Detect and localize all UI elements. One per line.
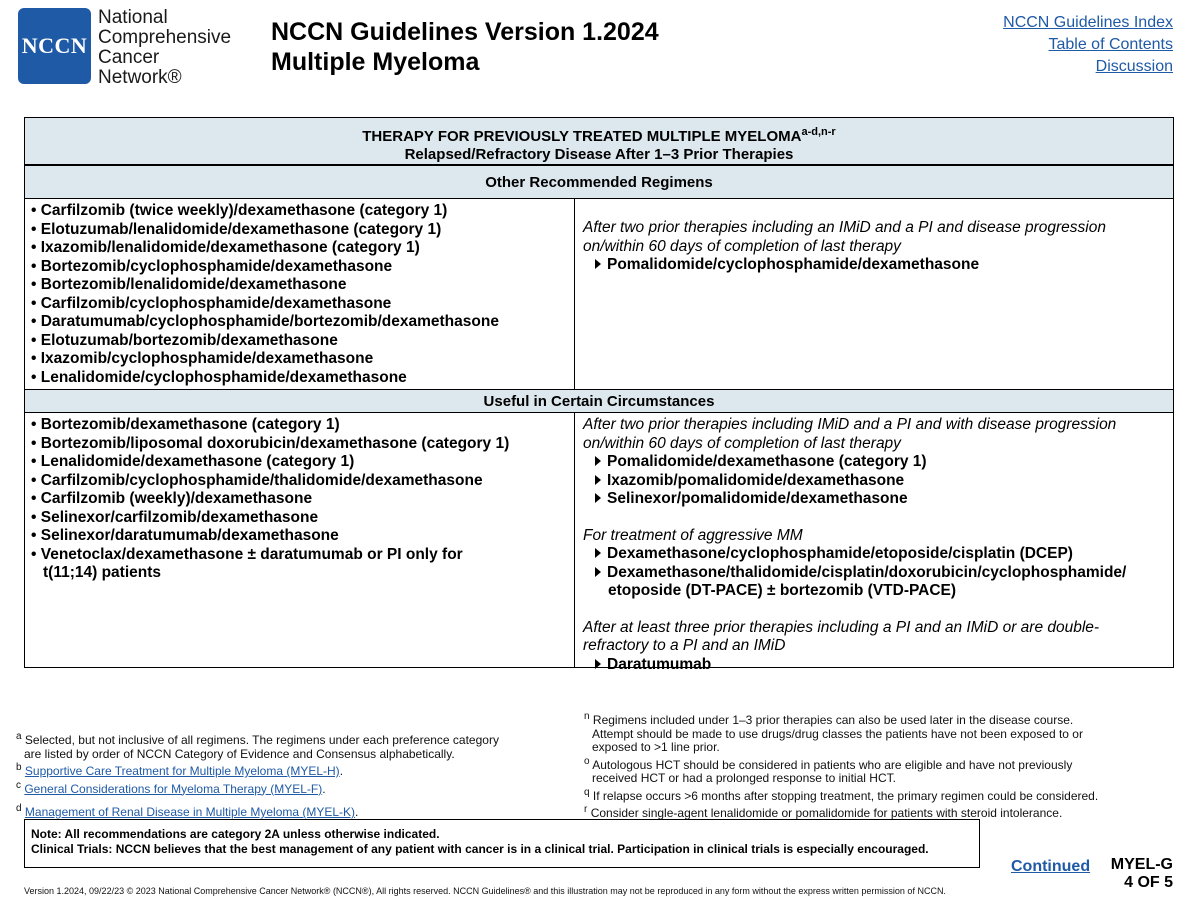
useful-circumstances-conditions: After two prior therapies including IMiD and a PI and with disease progression on/within 60 days of completion of last therapy Pomalidomide/dexamethasone (category 1) Ixazomib/pomalidomide/dexamethasone Selinexor/pomalidomide/dexamethasone For treatment of aggressive MM Dexamethasone/cyclophosphamide/etoposide/cisplatin (DCEP) Dexamethasone/thalidomide/cisplatin/doxorubicin/cyclophosphamide/ etoposide (DT-PACE) ± bortezomib (VTD-PACE) After at least three prior therapies including a PI and an IMiD or are double- refractory to a PI and an IMiD Daratumumab <box>575 416 1173 674</box>
list-item: Selinexor/pomalidomide/dexamethasone <box>583 490 1173 509</box>
triangle-bullet-icon <box>595 659 601 669</box>
list-item: • Bortezomib/liposomal doxorubicin/dexamethasone (category 1) <box>31 434 510 452</box>
triangle-bullet-icon <box>595 493 601 503</box>
list-item-continuation: etoposide (DT-PACE) ± bortezomib (VTD-PACE) <box>608 582 957 599</box>
list-item: • Lenalidomide/dexamethasone (category 1) <box>31 453 355 470</box>
list-item: • Selinexor/daratumumab/dexamethasone <box>31 527 339 544</box>
list-item: • Bortezomib/lenalidomide/dexamethasone <box>31 276 347 293</box>
table-heading: THERAPY FOR PREVIOUSLY TREATED MULTIPLE MYELOMA$^{a-d,n-r}$ Relapsed/Refractory Disease After 1–3 Prior Therapies <box>25 118 1173 165</box>
guideline-version: NCCN Guidelines Version 1.2024 <box>271 18 659 46</box>
list-item: Daratumumab <box>583 656 1173 675</box>
footnote-a: $^a$ Selected, but not inclusive of all regimens. The regimens under each preference category <box>16 731 499 747</box>
footnote-r: $^r$ Consider single-agent lenalidomide or pomalidomide for patients with steroid intolerance. <box>584 804 1063 820</box>
footnote-c: $^c$ General Considerations for Myeloma Therapy (MYEL-F). <box>16 779 326 796</box>
header-links <box>1003 12 1173 78</box>
list-item: Pomalidomide/cyclophosphamide/dexamethasone <box>583 256 1173 275</box>
list-item: • Selinexor/carfilzomib/dexamethasone <box>31 508 319 526</box>
list-item: Ixazomib/pomalidomide/dexamethasone <box>583 472 1173 491</box>
list-item: • Carfilzomib/cyclophosphamide/dexamethasone <box>31 294 392 312</box>
nccn-logo <box>18 8 91 84</box>
guidelines-index-link[interactable]: NCCN Guidelines Index <box>1003 14 1173 31</box>
triangle-bullet-icon <box>595 475 601 485</box>
organization-name: National Comprehensive Cancer Network® <box>98 7 232 88</box>
triangle-bullet-icon <box>595 259 601 269</box>
note-box <box>24 819 980 868</box>
other-recommended-list <box>25 202 574 387</box>
page-title <box>271 17 659 77</box>
footnote-q: $^q$ If relapse occurs >6 months after stopping treatment, the primary regimen could be considered. <box>584 786 1099 803</box>
triangle-bullet-icon <box>595 456 601 466</box>
footnotes-left: $^a$ Selected, but not inclusive of all regimens. The regimens under each preference category are listed by order of NCCN Category of Evidence and Consensus alphabetically. $^b$ Supportive Care Treatment for Multiple Myeloma (MYEL-H). $^c$ General Considerations for Myeloma Therapy (MYEL-F). $^d$ Management of Renal Disease in Multiple Myeloma (MYEL-K). <box>16 731 499 819</box>
page-identifier: MYEL-G 4 OF 5 <box>1110 856 1173 891</box>
continued-link[interactable]: Continued <box>1011 858 1091 875</box>
list-item: • Ixazomib/cyclophosphamide/dexamethasone <box>31 350 374 367</box>
list-item: • Elotuzumab/lenalidomide/dexamethasone (category 1) <box>31 220 442 238</box>
list-item: • Carfilzomib (twice weekly)/dexamethasone (category 1) <box>31 202 448 219</box>
supportive-care-link[interactable]: Supportive Care Treatment for Multiple Myeloma (MYEL-H) <box>24 764 340 778</box>
list-item: • Carfilzomib/cyclophosphamide/thalidomide/dexamethasone <box>31 471 483 489</box>
footnote-b: $^b$ Supportive Care Treatment for Multiple Myeloma (MYEL-H). <box>16 762 344 778</box>
section-other-recommended: Other Recommended Regimens <box>25 165 1173 199</box>
list-item: Pomalidomide/dexamethasone (category 1) <box>583 453 1173 472</box>
list-item: • Bortezomib/cyclophosphamide/dexamethasone <box>31 257 393 275</box>
list-item: • Venetoclax/dexamethasone ± daratumumab or PI only for <box>31 545 463 563</box>
therapy-table <box>24 117 1174 673</box>
triangle-bullet-icon <box>595 567 601 577</box>
list-item: • Elotuzumab/bortezomib/dexamethasone <box>31 331 338 349</box>
section-useful-certain-circumstances: Useful in Certain Circumstances <box>25 389 1173 413</box>
other-recommended-conditions: After two prior therapies including an IMiD and a PI and disease progression on/within 60 days of completion of last therapy Pomalidomide/cyclophosphamide/dexamethasone <box>575 219 1173 275</box>
guideline-topic: Multiple Myeloma <box>271 48 480 76</box>
logo-text: NCCN <box>21 33 88 58</box>
renal-disease-link[interactable]: Management of Renal Disease in Multiple Myeloma (MYEL-K) <box>24 805 356 819</box>
table-subheading: Relapsed/Refractory Disease After 1–3 Prior Therapies <box>404 146 794 163</box>
discussion-link[interactable]: Discussion <box>1095 58 1173 75</box>
footnotes-right: $^n$ Regimens included under 1–3 prior therapies can also be used later in the disease course. Attempt should be made to use drugs/drug classes the patients have not been exposed to or exposed to >1 line prior. $^o$ Autologous HCT should be considered in patients who are eligible and have not previously received HCT or had a prolonged response to initial HCT. $^q$ If relapse occurs >6 months after stopping treatment, the primary regimen could be considered. $^r$ Consider single-agent lenalidomide or pomalidomide for patients with steroid intolerance. <box>584 711 1099 820</box>
list-item: • Carfilzomib (weekly)/dexamethasone <box>31 490 313 507</box>
list-item: Dexamethasone/thalidomide/cisplatin/doxorubicin/cyclophosphamide/ <box>583 564 1173 583</box>
footnote-d: $^d$ Management of Renal Disease in Multiple Myeloma (MYEL-K). <box>16 803 359 819</box>
list-item: • Bortezomib/dexamethasone (category 1) <box>31 416 340 433</box>
footnote-o: $^o$ Autologous HCT should be considered in patients who are eligible and have not previously <box>584 755 1073 772</box>
list-item: Dexamethasone/cyclophosphamide/etoposide/cisplatin (DCEP) <box>583 545 1173 564</box>
table-of-contents-link[interactable]: Table of Contents <box>1048 36 1173 53</box>
list-item: • Ixazomib/lenalidomide/dexamethasone (category 1) <box>31 239 420 256</box>
list-item-continuation: t(11;14) patients <box>43 564 162 581</box>
list-item: • Lenalidomide/cyclophosphamide/dexamethasone <box>31 368 407 386</box>
triangle-bullet-icon <box>595 548 601 558</box>
clinical-trials-note: Clinical Trials: NCCN believes that the best management of any patient with cancer is in a clinical trial. Participation in clinical trials is especially encouraged. <box>31 842 929 856</box>
general-considerations-link[interactable]: General Considerations for Myeloma Therapy (MYEL-F) <box>24 781 323 796</box>
note-line: Note: All recommendations are category 2A unless otherwise indicated. <box>31 827 440 841</box>
copyright-notice: Version 1.2024, 09/22/23 © 2023 National Comprehensive Cancer Network® (NCCN®), All rights reserved. NCCN Guidelines® and this illustration may not be reproduced in any form without the express written permission of NCCN. <box>24 886 946 896</box>
useful-circumstances-list <box>25 416 574 583</box>
list-item: • Daratumumab/cyclophosphamide/bortezomib/dexamethasone <box>31 313 499 330</box>
footnote-n: $^n$ Regimens included under 1–3 prior therapies can also be used later in the disease course. <box>584 711 1074 727</box>
